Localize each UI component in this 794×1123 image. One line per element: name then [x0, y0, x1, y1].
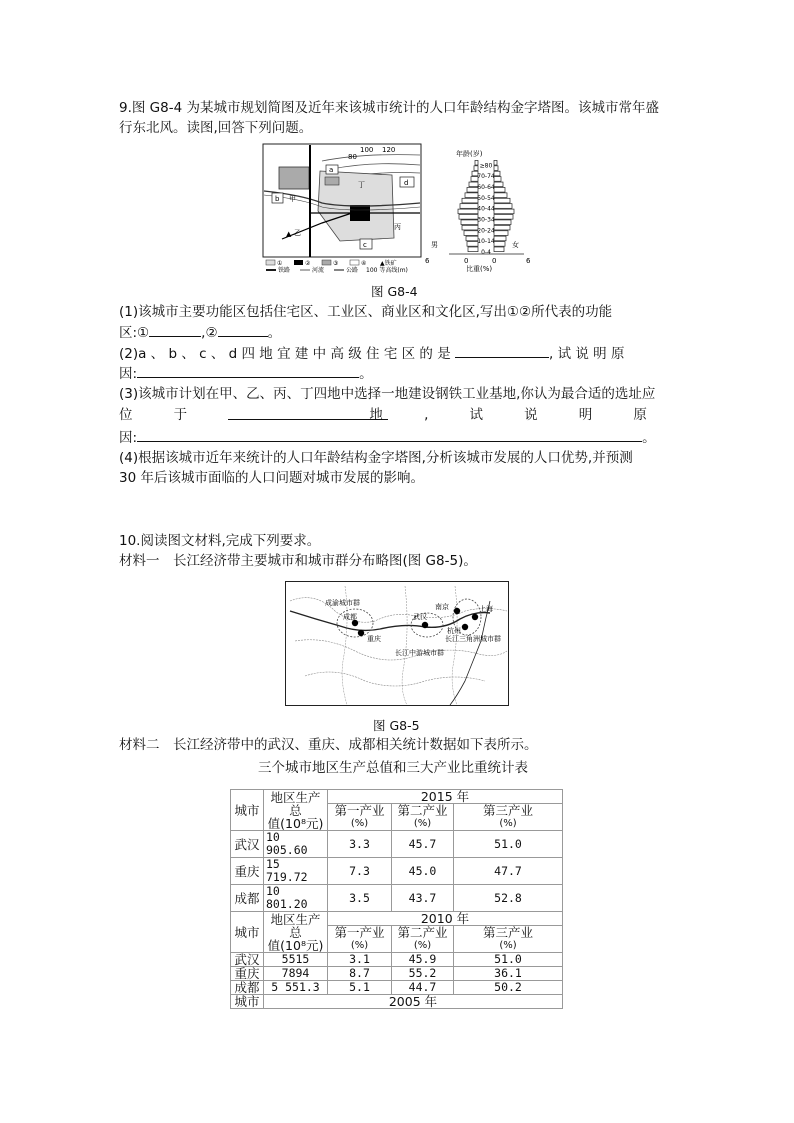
table-row: [231, 831, 563, 858]
q9-sub1-line2: 区:① ,② 。: [119, 322, 679, 343]
x-tick: 0: [492, 257, 497, 265]
place-yi-label: 乙: [294, 229, 301, 237]
table-cell: 8.7: [328, 967, 392, 981]
region-label: 长江中游城市群: [395, 649, 444, 657]
x-tick: 6: [425, 257, 430, 265]
answer-blank-3[interactable]: [455, 343, 549, 358]
male-bar: [460, 204, 478, 209]
table-cell: 44.7: [392, 981, 454, 995]
city-marker: [472, 614, 478, 620]
female-bar: [494, 166, 498, 171]
gdp-header: 地区生产 总 值(10⁸元): [264, 912, 328, 953]
stats-table: [230, 789, 563, 1009]
table-row: [231, 967, 563, 981]
zone-b-label: b: [275, 195, 280, 203]
table-cell: 3.1: [328, 953, 392, 967]
female-bar: [494, 187, 505, 192]
table-row: [231, 953, 563, 967]
city-header: 城市: [231, 912, 264, 953]
city-plan-map: [262, 143, 422, 273]
iron-ore-icon: ▲: [286, 230, 292, 238]
female-bar: [494, 204, 512, 209]
legend-item: 公路: [346, 267, 359, 273]
answer-blank-6[interactable]: [137, 427, 642, 442]
female-bar: [494, 160, 497, 165]
legend-item: 河流: [312, 267, 325, 273]
legend-item: 铁路: [278, 267, 291, 273]
table-cell: 51.0: [454, 953, 563, 967]
yangtze-economic-belt-map: [285, 581, 509, 707]
table-cell: 45.9: [392, 953, 454, 967]
female-bar: [494, 225, 510, 230]
female-bar: [494, 215, 513, 220]
table-cell: 7894: [264, 967, 328, 981]
male-bar: [474, 166, 478, 171]
figure-caption-g8-4: 图 G8-4: [371, 284, 418, 299]
table-cell: 武汉: [231, 831, 264, 858]
male-bar: [459, 215, 478, 220]
q10-material2: 材料二 长江经济带中的武汉、重庆、成都相关统计数据如下表所示。: [119, 737, 538, 753]
q9-intro-line2: 行东北风。读图,回答下列问题。: [119, 120, 313, 136]
secondary-header: 第二产业 (%): [392, 804, 454, 831]
q9-sub3-line2: 位 于 地 , 试 说 明 原: [119, 407, 647, 423]
table-cell: 52.8: [454, 885, 563, 912]
age-group-label: 30-34: [477, 216, 495, 224]
pyramid-x-title: 比重(%): [466, 265, 493, 273]
city-marker: [454, 608, 460, 614]
female-bar: [494, 220, 511, 225]
table-cell: 47.7: [454, 858, 563, 885]
female-bar: [494, 242, 505, 247]
place-bing-label: 丙: [394, 223, 401, 231]
pyramid-y-title: 年龄(岁): [456, 150, 483, 158]
table-row: [231, 912, 563, 926]
male-bar: [458, 209, 478, 214]
place-ding-label: 丁: [358, 181, 365, 189]
city-header: 城市: [231, 790, 264, 831]
male-label: 男: [431, 241, 438, 249]
male-bar: [468, 247, 478, 252]
male-bar: [465, 193, 478, 198]
q10-material1: 材料一 长江经济带主要城市和城市群分布略图(图 G8-5)。: [119, 553, 477, 569]
x-tick: 0: [464, 257, 469, 265]
city-label: 武汉: [413, 613, 427, 621]
table-cell: 7.3: [328, 858, 392, 885]
table-cell: 45.0: [392, 858, 454, 885]
table-cell: 51.0: [454, 831, 563, 858]
legend-item: ③: [333, 260, 339, 267]
gdp-header: 地区生产 总 值(10⁸元): [264, 790, 328, 831]
female-bar: [494, 182, 503, 187]
secondary-header: 第二产业 (%): [392, 926, 454, 953]
year-header: 2015 年: [328, 790, 563, 804]
table-cell: 43.7: [392, 885, 454, 912]
age-group-label: 10-14: [477, 238, 495, 246]
year-header: 2010 年: [328, 912, 563, 926]
zone-a-label: a: [329, 166, 334, 174]
contour-label: 100: [360, 146, 374, 154]
primary-header: 第一产业 (%): [328, 804, 392, 831]
legend-item: ④: [361, 260, 367, 267]
table-cell: 3.5: [328, 885, 392, 912]
legend-item: ▲铁矿: [380, 260, 397, 267]
table-cell: 成都: [231, 885, 264, 912]
q10-intro: 10.阅读图文材料,完成下列要求。: [119, 533, 321, 549]
female-bar: [494, 209, 514, 214]
female-label: 女: [512, 241, 519, 249]
table-cell: 武汉: [231, 953, 264, 967]
city-label: 南京: [435, 603, 449, 611]
table-row: [231, 790, 563, 804]
table-cell: 5 551.3: [264, 981, 328, 995]
age-group-label: 60-64: [477, 184, 495, 192]
table-cell: 5.1: [328, 981, 392, 995]
x-tick: 6: [526, 257, 531, 265]
legend-item: 100 等高线(m): [366, 267, 408, 273]
table-cell: 10 905.60: [264, 831, 328, 858]
age-group-label: 40-44: [477, 205, 495, 213]
table-cell: 重庆: [231, 967, 264, 981]
primary-header: 第一产业 (%): [328, 926, 392, 953]
q9-sub3-line3: 因: 。: [119, 427, 679, 448]
legend-item: ①: [277, 260, 283, 267]
age-group-label: 50-54: [477, 194, 495, 202]
city-label: 重庆: [367, 635, 381, 643]
male-bar: [461, 220, 478, 225]
tertiary-header: 第三产业 (%): [454, 926, 563, 953]
female-bar: [494, 231, 508, 236]
city-label: 上海: [479, 605, 493, 613]
contour-label: 120: [382, 146, 396, 154]
place-jia-label: 甲: [289, 195, 296, 203]
age-group-label: 0-4: [481, 249, 491, 256]
city-header: 城市: [231, 995, 264, 1009]
age-group-label: 70-74: [477, 173, 495, 181]
q9-sub1-line1: (1)该城市主要功能区包括住宅区、工业区、商业区和文化区,写出①②所代表的功能: [119, 304, 613, 320]
table-title: 三个城市地区生产总值和三大产业比重统计表: [258, 760, 528, 776]
answer-blank-1[interactable]: [149, 322, 201, 337]
female-bar: [494, 247, 504, 252]
male-bar: [462, 198, 478, 203]
table-cell: 15 719.72: [264, 858, 328, 885]
city-marker: [462, 624, 468, 630]
table-cell: 5515: [264, 953, 328, 967]
q9-intro-line1: 9.图 G8-4 为某城市规划简图及近年来该城市统计的人口年龄结构金字塔图。该城市常年盛: [119, 100, 659, 116]
answer-blank-4[interactable]: [137, 363, 359, 378]
zone-c-label: c: [363, 241, 367, 249]
year-header: 2005 年: [264, 995, 563, 1009]
table-cell: 55.2: [392, 967, 454, 981]
q9-sub4-line2: 30 年后该城市面临的人口问题对城市发展的影响。: [119, 470, 424, 486]
female-bar: [494, 193, 507, 198]
table-cell: 重庆: [231, 858, 264, 885]
tertiary-header: 第三产业 (%): [454, 804, 563, 831]
table-cell: 36.1: [454, 967, 563, 981]
contour-label: 80: [348, 153, 357, 161]
q9-sub2-line1: (2)a 、 b 、 c 、 d 四 地 宜 建 中 高 级 住 宅 区 的 是 , 试 说 明 原: [119, 343, 679, 364]
female-bar: [494, 171, 500, 176]
legend-item: ②: [305, 260, 311, 267]
table-row: [231, 885, 563, 912]
male-bar: [466, 236, 478, 241]
table-cell: 3.3: [328, 831, 392, 858]
answer-blank-5[interactable]: [228, 405, 388, 420]
city-marker: [358, 630, 364, 636]
female-bar: [494, 177, 501, 182]
city-marker: [422, 622, 428, 628]
age-group-label: ≥80: [479, 162, 493, 170]
population-pyramid: [424, 148, 534, 274]
table-cell: 10 801.20: [264, 885, 328, 912]
q9-sub2-line2: 因: 。: [119, 363, 679, 384]
table-row: [231, 858, 563, 885]
region-label: 成渝城市群: [325, 599, 360, 607]
female-bar: [494, 198, 510, 203]
answer-blank-2[interactable]: [218, 322, 268, 337]
table-cell: 45.7: [392, 831, 454, 858]
city-label: 杭州: [447, 627, 461, 635]
figure-caption-g8-5: 图 G8-5: [373, 718, 420, 733]
male-bar: [475, 160, 478, 165]
table-row: [231, 995, 563, 1009]
male-bar: [462, 225, 478, 230]
q9-sub3-line1: (3)该城市计划在甲、乙、丙、丁四地中选择一地建设钢铁工业基地,你认为最合适的选址应: [119, 386, 656, 402]
zone-d-label: d: [404, 179, 409, 187]
female-bar: [494, 236, 506, 241]
region-label: 长江三角洲城市群: [445, 635, 501, 643]
male-bar: [464, 231, 478, 236]
q9-sub4-line1: (4)根据该城市近年来统计的人口年龄结构金字塔图,分析该城市发展的人口优势,并预测: [119, 450, 633, 466]
table-cell: 50.2: [454, 981, 563, 995]
city-label: 成都: [343, 613, 357, 621]
age-group-label: 20-24: [477, 227, 495, 235]
table-cell: 成都: [231, 981, 264, 995]
table-row: [231, 981, 563, 995]
